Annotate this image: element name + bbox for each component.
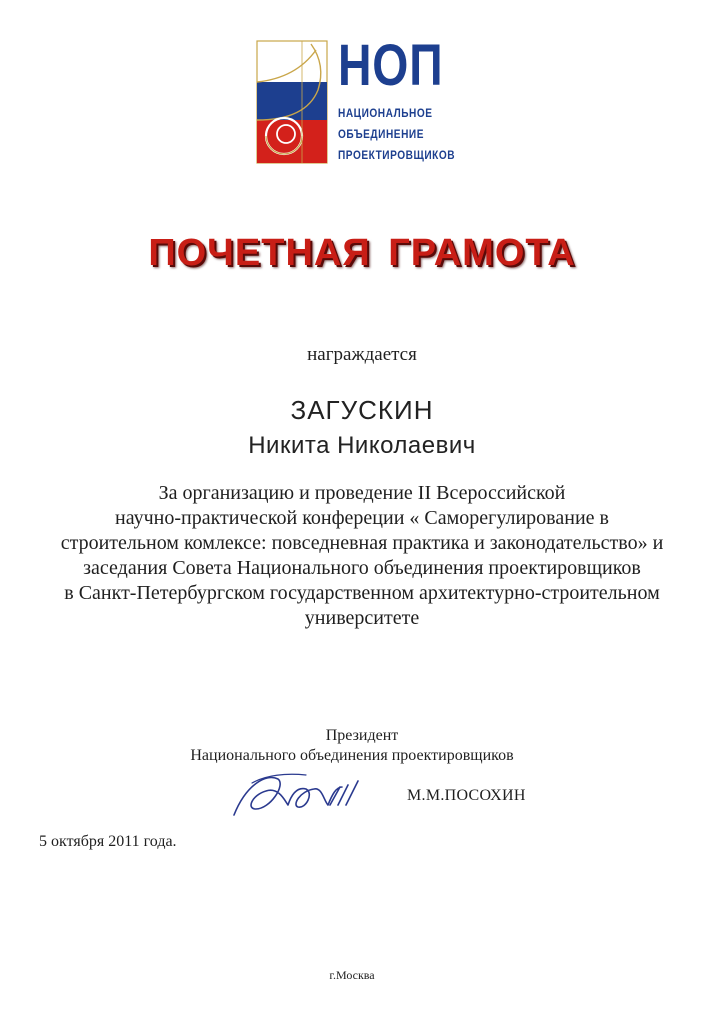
reason-line: За организацию и проведение II Всероссийской [158, 482, 566, 504]
logo [256, 33, 456, 168]
issue-city: г.Москва [329, 968, 375, 982]
reason-line: научно-практической конфереции « Саморегулирование в [115, 507, 609, 529]
logo-abbreviation: НОП [338, 33, 444, 98]
recipient-surname: ЗАГУСКИН [290, 395, 434, 425]
logo-name-line-2: ОБЪЕДИНЕНИЕ [338, 129, 424, 141]
logo-name-line-1: НАЦИОНАЛЬНОЕ [338, 108, 433, 120]
issue-date: 5 октября 2011 года. [39, 833, 177, 850]
handwritten-signature [226, 765, 368, 821]
flag-spiral-logo-icon [256, 40, 328, 164]
signatory-name: М.М.ПОСОХИН [407, 787, 526, 804]
reason-line: строительном комлексе: повседневная практика и законодательство» и [60, 532, 664, 554]
signatory-position: Президент [325, 727, 399, 744]
award-reason [0, 481, 724, 631]
recipient-given-names: Никита Николаевич [248, 432, 476, 459]
signatory-organization: Национального объединения проектировщиков [190, 747, 514, 764]
reason-line: университете [304, 607, 420, 629]
awarded-label: награждается [307, 344, 417, 365]
logo-name-line-3: ПРОЕКТИРОВЩИКОВ [338, 150, 456, 162]
reason-line: в Санкт-Петербургском государственном архитектурно-строительном [64, 582, 660, 604]
certificate-title: ПОЧЕТНАЯ ГРАМОТА [148, 232, 576, 274]
reason-line: заседания Совета Национального объединения проектировщиков [83, 557, 641, 579]
